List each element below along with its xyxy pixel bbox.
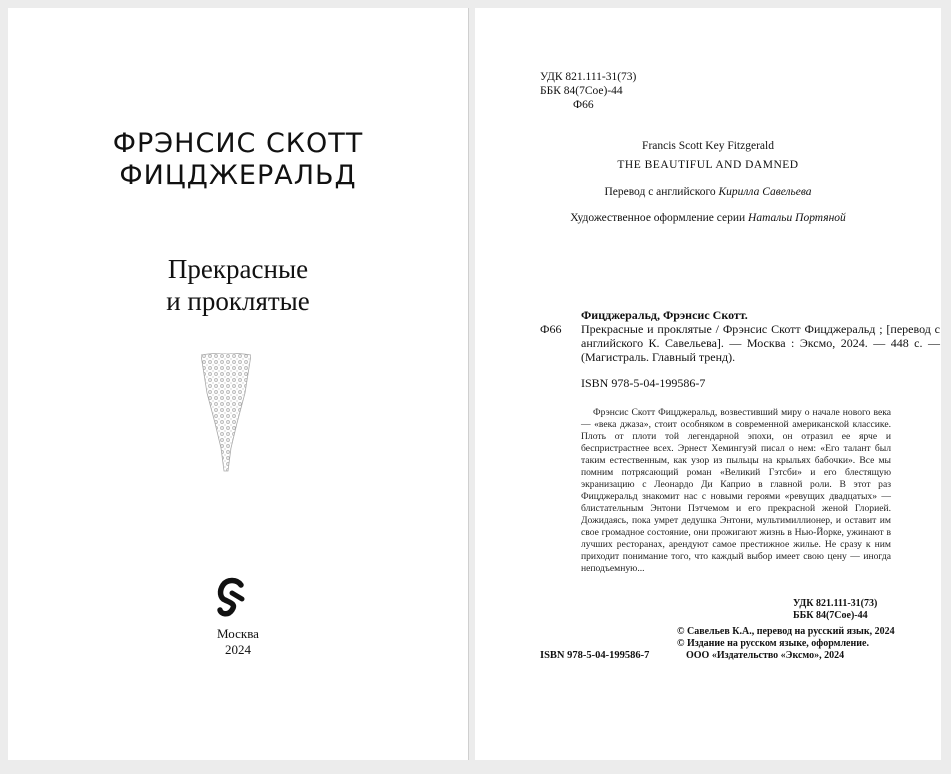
- bbk-bottom: ББК 84(7Сое)-44: [793, 610, 868, 621]
- designer-name: Натальи Портяной: [748, 212, 846, 224]
- translation-label: Перевод с английского: [604, 186, 716, 198]
- copyright-line-2: © Издание на русском языке, оформление.: [677, 638, 869, 649]
- author-sign: Ф66: [573, 99, 594, 111]
- left-page: [8, 8, 469, 760]
- publisher-city: Москва: [217, 626, 259, 641]
- translator-name: Кирилла Савельева: [718, 186, 812, 198]
- bibliographic-record: [540, 308, 940, 390]
- author-line-2: ФИЦДЖЕРАЛЬД: [119, 160, 357, 191]
- copyright-block: [677, 626, 937, 662]
- classification-bottom: [793, 598, 933, 622]
- design-label: Художественное оформление серии: [570, 212, 746, 224]
- book-title: [8, 253, 468, 317]
- imprint-block: [8, 626, 468, 658]
- bib-isbn: ISBN 978-5-04-199586-7: [581, 376, 706, 390]
- udk-code: УДК 821.111-31(73): [540, 71, 637, 83]
- bbk-code: ББК 84(7Сое)-44: [540, 85, 623, 97]
- annotation: Фрэнсис Скотт Фицджеральд, возвестивший миру о начале нового века — «века джаза», стоит особняком в современной американской классике. Плоть от плоти той легендарной эпохи, он отразил ее ярче и беспристрастнее всех. Эрнест Хемингуэй писал о нем: «Его талант был таким естественным, как узор из пыльцы на крыльях бабочки». Все мы помним потрясающий роман «Великий Гэтсби» и его блестящую экранизацию с Леонардо Ди Каприо в главной роли. В этот раз Фицджеральд знакомит нас с новыми героями «ревущих двадцатых» — блистательным Энтони Пэтчемом и его прекрасной женой Глорией. Дожидаясь, пока умрет дедушка Энтони, мультимиллионер, и оставит им свое громадное состояние, они прожигают жизнь в Нью-Йорке, ужинают в лучших ресторанах, арендуют самое престижное жилье. Не сразу к ним приходит понимание того, что каждый выбор имеет свою цену — иногда неподъемную...: [581, 407, 891, 574]
- publication-year: 2024: [225, 642, 251, 657]
- right-page: [475, 8, 941, 760]
- author-line-1: ФРЭНСИС СКОТТ: [112, 128, 364, 159]
- design-credit: [475, 212, 941, 224]
- translation-credit: [475, 186, 941, 198]
- copyright-line-3: ООО «Издательство «Эксмо», 2024: [686, 650, 845, 661]
- title-line-1: Прекрасные: [167, 254, 309, 284]
- bib-description-block: [540, 322, 940, 364]
- lace-ornament-icon: [201, 353, 251, 478]
- isbn-bottom: ISBN 978-5-04-199586-7: [540, 650, 650, 661]
- udk-bottom: УДК 821.111-31(73): [793, 598, 878, 609]
- bib-description: Прекрасные и проклятые / Фрэнсис Скотт Фицджеральд ; [перевод с английского К. Савельева]. — Москва : Эксмо, 2024. — 448 с. — (Магистраль. Главный тренд).: [581, 322, 940, 364]
- classification-block: [540, 70, 636, 112]
- original-title: THE BEAUTIFUL AND DAMNED: [617, 159, 799, 171]
- bib-author: Фицджеральд, Фрэнсис Скотт.: [581, 308, 748, 322]
- bib-code: Ф66: [540, 322, 562, 336]
- eksmo-logo-icon: [216, 576, 246, 627]
- book-author: [8, 128, 468, 192]
- copyright-line-1: © Савельев К.А., перевод на русский язык, 2024: [677, 626, 895, 637]
- original-author: Francis Scott Key Fitzgerald: [642, 140, 774, 152]
- title-line-2: и проклятые: [166, 286, 310, 316]
